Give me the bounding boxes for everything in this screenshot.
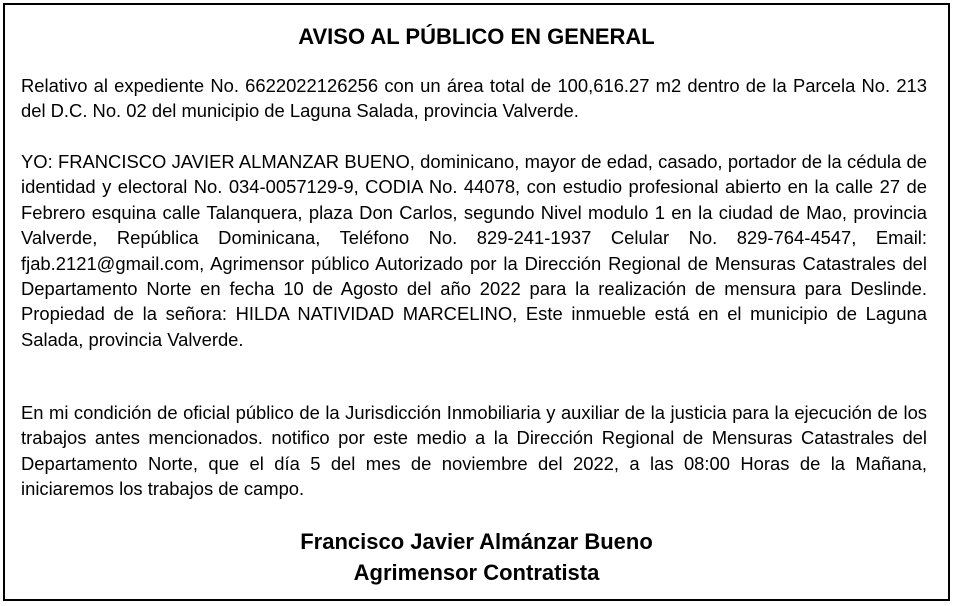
signature-role: Agrimensor Contratista bbox=[353, 560, 600, 585]
notice-paragraph-surveyor-statement: YO: FRANCISCO JAVIER ALMANZAR BUENO, dominicano, mayor de edad, casado, portador de la cédula de identidad y electoral No. 034-0057129-9, CODIA No. 44078, con estudio profesional abierto en la calle 27 de Febrero esquina calle Talanquera, plaza Don Carlos, segundo Nivel modulo 1 en la ciudad de Mao, provincia Valverde, República Dominicana, Teléfono No. 829-241-1937 Celular No. 829-764-4547, Email: fjab.2121@gmail.com, Agrimensor público Autorizado por la Dirección Regional de Mensuras Catastrales del Departamento Norte en fecha 10 de Agosto del año 2022 para la realización de mensura para Deslinde. Propiedad de la señora: HILDA NATIVIDAD MARCELINO, Este inmueble está en el municipio de Laguna Salada, provincia Valverde. bbox=[21, 151, 927, 350]
public-notice bbox=[3, 3, 950, 601]
notice-paragraph-notification: En mi condición de oficial público de la Jurisdicción Inmobiliaria y auxiliar de la justicia para la ejecución de los trabajos antes mencionados. notifico por este medio a la Dirección Regional de Mensuras Catastrales del Departamento Norte, que el día 5 del mes de noviembre del 2022, a las 08:00 Horas de la Mañana, iniciaremos los trabajos de campo. bbox=[21, 402, 927, 500]
signature-block bbox=[5, 526, 948, 588]
notice-paragraph-file-reference: Relativo al expediente No. 6622022126256 con un área total de 100,616.27 m2 dentro de la Parcela No. 213 del D.C. No. 02 del municipio de Laguna Salada, provincia Valverde. bbox=[21, 75, 927, 122]
notice-title: AVISO AL PÚBLICO EN GENERAL bbox=[298, 24, 655, 49]
signature-name: Francisco Javier Almánzar Bueno bbox=[300, 529, 653, 554]
